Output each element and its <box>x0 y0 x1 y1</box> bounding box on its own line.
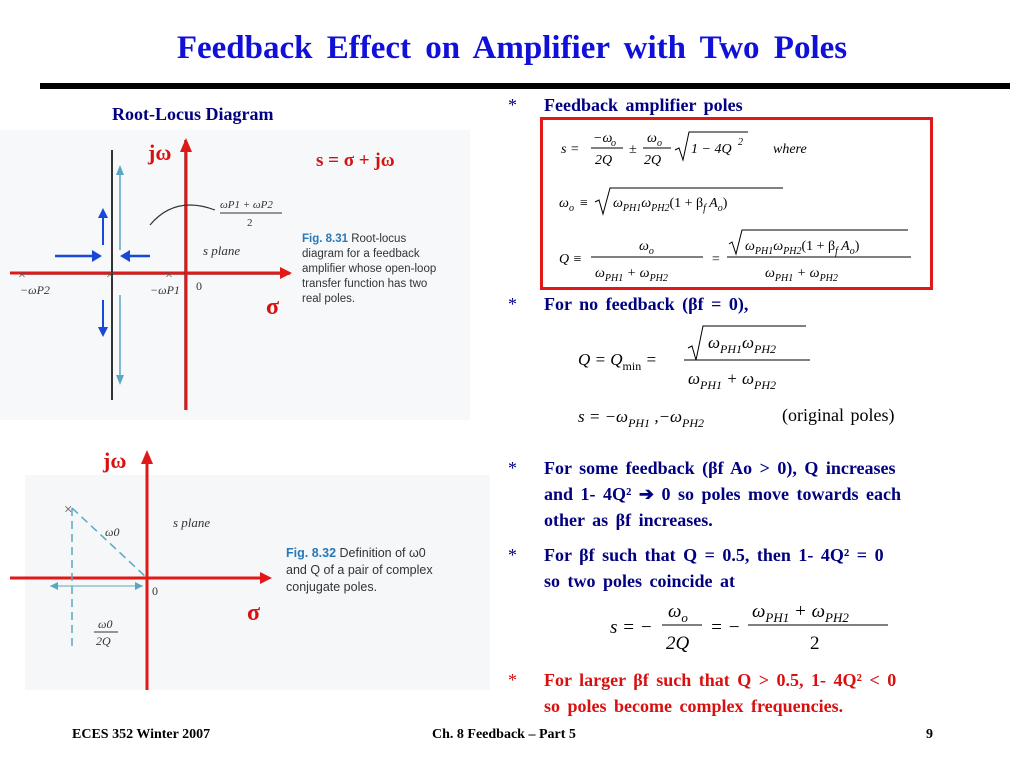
breakaway-marker: × <box>106 268 114 283</box>
eq-s-num2: ω <box>647 131 657 146</box>
eq-w0-lhs-sub: o <box>569 203 574 214</box>
eq-q-num1: $\omega_o$ <box>639 239 654 257</box>
eq-w0-lhs: ω <box>559 196 569 211</box>
eq-s-num1-sub: o <box>611 138 616 149</box>
footer-course: ECES 352 Winter 2007 <box>72 727 211 742</box>
bullet-1-marker: * <box>508 95 517 115</box>
orig-poles-math: $s = -\omega_{PH1}$ $,-\omega_{PH2}$ <box>578 407 705 430</box>
fig-8-31-text-1: Root-locus <box>351 233 407 245</box>
eq-w0-radicand: $\omega_{PH1}\omega_{PH2}(1 + \beta_f$ $A_o$) <box>613 196 728 214</box>
eq-s-exp: 2 <box>738 137 743 148</box>
eq-s-radicand: 1 − 4Q <box>691 142 732 157</box>
eq-s-num2-sub: o <box>657 138 662 149</box>
w0-label: ω0 <box>105 525 120 539</box>
eq-s-pm: ± <box>629 142 637 157</box>
qmin-den: $\omega_{PH1} + \omega_{PH2}$ <box>688 369 776 392</box>
midpoint-numerator: ωP1 + ωP2 <box>220 199 273 211</box>
poles-equation-box <box>540 117 933 290</box>
fraction-numerator: ω0 <box>98 617 113 631</box>
qmin-svg <box>570 318 830 398</box>
jw-arrowhead-2 <box>141 450 153 464</box>
footer-page-number: 9 <box>926 727 933 742</box>
midpoint-denominator: 2 <box>247 217 253 229</box>
s-plane-label: s plane <box>203 243 241 258</box>
eq-q-den1: $\omega_{PH1} + \omega_{PH2}$ <box>595 266 668 284</box>
pole-p2-marker: × <box>18 268 26 283</box>
bullet-3-marker: * <box>508 458 517 478</box>
fig-8-31-text-5: real poles. <box>302 293 356 305</box>
eq-s-den2: 2Q <box>644 153 662 168</box>
original-poles-equation <box>576 402 796 434</box>
eq-q-lhs: Q ≡ <box>559 252 583 267</box>
origin-label: 0 <box>152 584 158 598</box>
coincide-num1: $\omega_o$ <box>668 601 688 625</box>
tick-zero: 0 <box>196 279 202 293</box>
bullet-1-text: Feedback amplifier poles <box>544 95 743 115</box>
coincide-equals: = − <box>710 617 741 638</box>
coincide-num2: $\omega_{PH1} + \omega_{PH2}$ <box>752 601 849 625</box>
bullet-3-line-1: For some feedback (βf Ao > 0), Q increases <box>544 458 896 478</box>
coincide-equation <box>606 597 896 659</box>
tick-wp1: −ωP1 <box>150 283 180 297</box>
bullet-4-line-2: so two poles coincide at <box>544 571 735 591</box>
coincide-svg <box>606 597 896 659</box>
bullet-5-line-2: so poles become complex frequencies. <box>544 696 844 716</box>
fig-8-31-text-4: transfer function has two <box>302 278 428 290</box>
fig-8-32-text-1: Definition of ω0 <box>339 546 426 560</box>
fig-8-32-text-2: and Q of a pair of complex <box>286 563 433 577</box>
bullet-3-line-3: other as βf increases. <box>544 510 713 530</box>
eq-w0-equiv: ≡ <box>579 196 589 211</box>
bullet-3-text <box>544 455 1004 533</box>
s-plane-label-2: s plane <box>173 515 211 530</box>
bullet-5-marker: * <box>508 670 517 690</box>
fig-8-31-text-2: diagram for a feedback <box>302 248 420 260</box>
qmin-num: $\omega_{PH1}\omega_{PH2}$ <box>708 333 777 356</box>
tick-wp2: −ωP2 <box>20 283 50 297</box>
eq-q-den2: $\omega_{PH1} + \omega_{PH2}$ <box>765 266 838 284</box>
eq-s-lhs: s = <box>561 142 580 157</box>
qmin-equation <box>570 318 830 398</box>
fig-8-32-label: Fig. 8.32 <box>286 546 337 560</box>
root-locus-title: Root-Locus Diagram <box>112 104 274 124</box>
original-poles-svg <box>576 402 796 434</box>
fig-8-31-text-3: amplifier whose open-loop <box>302 263 437 275</box>
s-equation: s = σ + jω <box>316 150 395 171</box>
jw-label-bottom: jω <box>103 448 127 473</box>
bullet-2-text: For no feedback (βf = 0), <box>544 294 749 314</box>
bullet-4-text <box>544 542 1004 594</box>
coincide-den2: 2 <box>810 633 820 654</box>
fig-8-31-label: Fig. 8.31 <box>302 233 349 245</box>
fig-8-32-caption <box>286 545 486 596</box>
coincide-lhs: s = − <box>610 617 653 638</box>
eq-s-den1: 2Q <box>595 153 613 168</box>
fig-8-32-text-3: conjugate poles. <box>286 580 378 594</box>
bullet-5-line-1: For larger βf such that Q > 0.5, 1- 4Q² < 0 <box>544 670 897 690</box>
title-divider <box>40 83 1010 89</box>
eq-q-equals: = <box>711 252 721 267</box>
slide-title: Feedback Effect on Amplifier with Two Poles <box>176 30 848 66</box>
footer-chapter: Ch. 8 Feedback – Part 5 <box>432 727 576 742</box>
bullet-3-line-2: and 1- 4Q² ➔ 0 so poles move towards each <box>544 484 901 504</box>
original-poles-note: (original poles) <box>782 405 895 425</box>
bullet-5-text <box>544 667 1004 719</box>
complex-pole-marker: × <box>64 502 73 518</box>
eq-where: where <box>773 142 807 157</box>
sigma-label-top: σ <box>266 294 280 320</box>
eq-q-num2: $\omega_{PH1}\omega_{PH2}(1 + \beta_f$ $A_o$) <box>745 239 860 257</box>
bullet-2-marker: * <box>508 294 517 314</box>
fig-8-31-caption <box>302 232 472 307</box>
fraction-denominator: 2Q <box>96 634 111 648</box>
qmin-lhs: $Q = Q_{min}$ = <box>578 350 657 373</box>
jw-label-top: jω <box>148 140 172 165</box>
poles-equations-svg <box>543 120 930 287</box>
bullet-4-line-1: For βf such that Q = 0.5, then 1- 4Q² = 0 <box>544 545 884 565</box>
eq-s-num1: −ω <box>593 131 613 146</box>
pole-p1-marker: × <box>165 268 173 283</box>
coincide-den1: 2Q <box>666 633 690 654</box>
bullet-4-marker: * <box>508 545 517 565</box>
sigma-label-bottom: σ <box>247 600 261 626</box>
